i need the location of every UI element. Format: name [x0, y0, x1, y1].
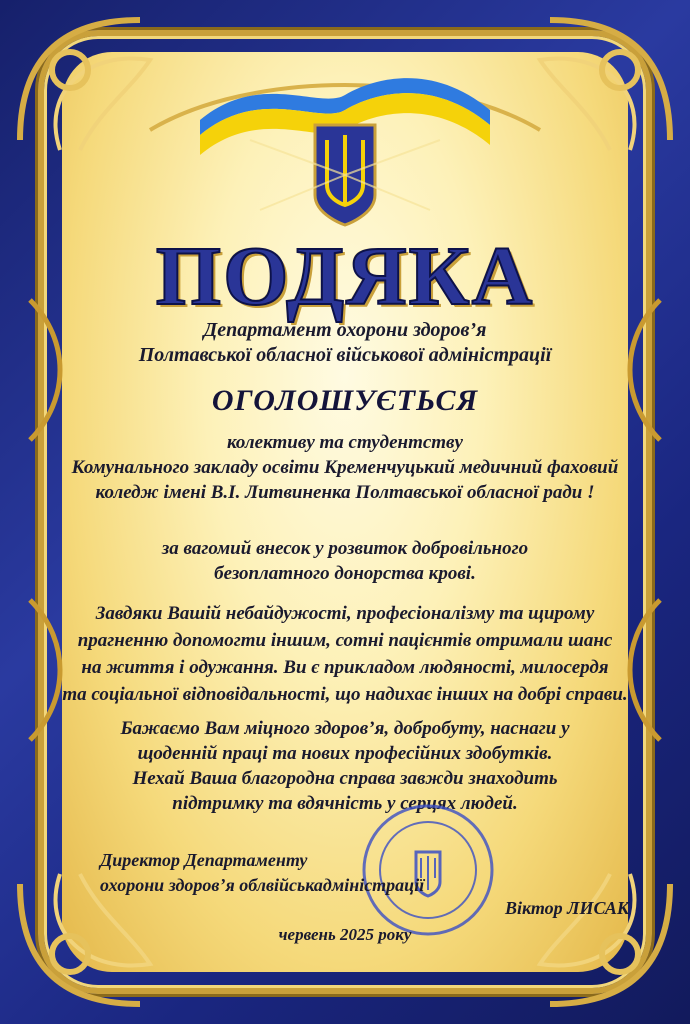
thanks-paragraph — [0, 600, 690, 708]
reason-line: безоплатного донорства крові. — [214, 563, 476, 584]
wishes-line: щоденній праці та нових професійних здобутків. — [137, 743, 553, 764]
issuer-line: Департамент охорони здоров’я — [203, 319, 487, 341]
reason-line: за вагомий внесок у розвиток добровільного — [161, 538, 529, 559]
issuer-block — [0, 318, 690, 368]
recipient-line: Комунального закладу освіти Кременчуцький медичний фаховий — [71, 457, 619, 478]
wishes-line: Нехай Ваша благородна справа завжди знаходить — [132, 768, 558, 789]
thanks-line: Завдяки Вашій небайдужості, професіоналізму та щирому — [95, 603, 595, 624]
reason-block — [0, 536, 690, 586]
thanks-line: прагненню допомогти іншим, сотні пацієнтів отримали шанс — [77, 630, 613, 651]
thanks-line: на життя і одужання. Ви є прикладом людяності, милосердя — [81, 657, 609, 678]
announcement-heading: ОГОЛОШУЄТЬСЯ — [211, 384, 479, 417]
signatory-title-line: охорони здоров’я облвійськадміністрації — [100, 875, 425, 895]
recipient-line: коледж імені В.І. Литвиненка Полтавської обласної ради ! — [95, 482, 595, 503]
signatory-title — [100, 848, 424, 898]
wishes-line: Бажаємо Вам міцного здоров’я, добробуту, наснаги у — [120, 718, 570, 739]
thanks-line: та соціальної відповідальності, що надихає інших на добрі справи. — [62, 684, 628, 705]
signatory-name: Віктор ЛИСАК — [505, 898, 630, 918]
issue-date: червень 2025 року — [278, 925, 412, 944]
recipient-block — [0, 430, 690, 505]
wishes-line: підтримку та вдячність у серцях людей. — [172, 793, 518, 814]
wishes-paragraph — [0, 716, 690, 816]
recipient-line: колективу та студентству — [227, 432, 463, 453]
certificate-title: ПОДЯКА — [155, 230, 535, 323]
signatory-title-line: Директор Департаменту — [100, 850, 308, 870]
issuer-line: Полтавської обласної військової адміністрації — [138, 344, 552, 366]
